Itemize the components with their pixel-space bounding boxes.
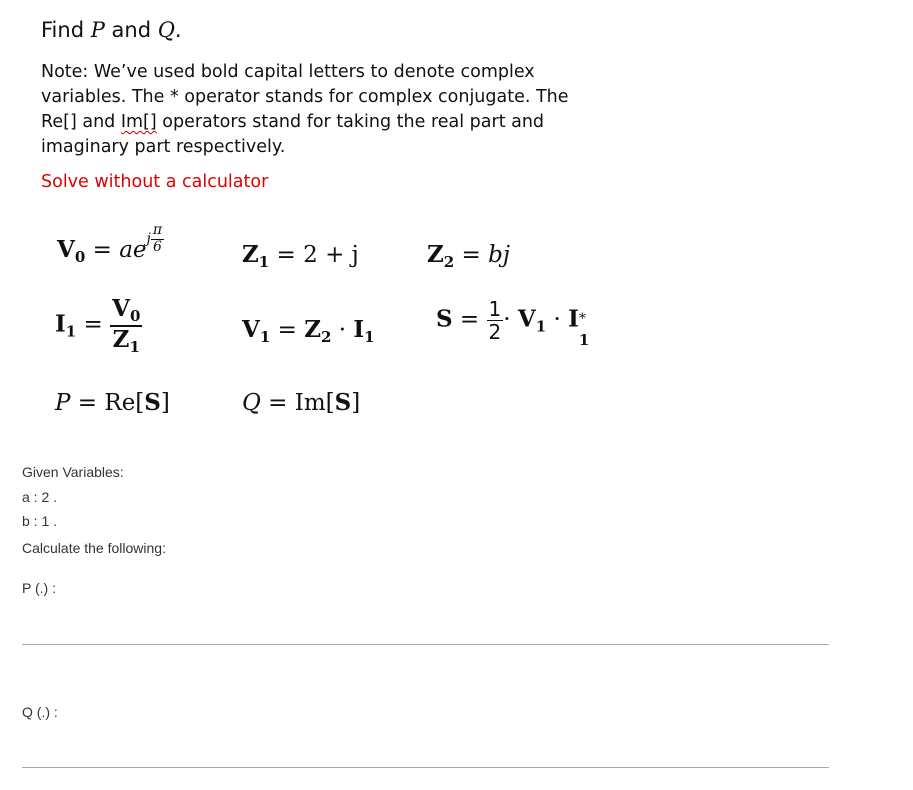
q-answer-line[interactable] <box>22 767 829 768</box>
q-close: ] <box>351 390 361 416</box>
p-rhs: = Re[ <box>70 390 145 416</box>
z1-rhs: = 2 + j <box>269 242 359 268</box>
p-answer-label: P (.) : <box>22 580 56 596</box>
equation-q <box>242 389 360 416</box>
title-prefix: Find <box>41 18 91 42</box>
s-symbol: S <box>436 305 453 333</box>
i1-den: Z <box>112 325 130 353</box>
vo-exp-den: 6 <box>153 238 162 255</box>
z1-symbol: Z <box>242 241 259 268</box>
q-rhs: = Im[ <box>260 390 335 416</box>
page-title <box>41 18 182 42</box>
z1-sub: 1 <box>258 253 270 271</box>
s-i-sub: 1 <box>578 330 590 349</box>
equation-v1 <box>242 316 375 346</box>
given-heading: Given Variables: <box>22 464 124 480</box>
z2-rhs: = bj <box>454 242 510 268</box>
z2-symbol: Z <box>427 241 444 268</box>
p-close: ] <box>160 390 170 416</box>
equation-z2 <box>427 241 510 271</box>
v1-z-sub: 2 <box>321 328 332 346</box>
s-num: 1 <box>488 297 502 321</box>
q-answer-label: Q (.) : <box>22 704 58 720</box>
given-b: b : 1 . <box>22 513 58 529</box>
v1-dot: · <box>331 317 354 343</box>
equation-s <box>436 297 591 349</box>
v1-z: Z <box>304 316 321 343</box>
s-dot2: · <box>546 306 569 333</box>
p-var: S <box>144 389 161 416</box>
title-q: Q <box>157 18 175 42</box>
calculate-heading: Calculate the following: <box>22 540 166 556</box>
s-v-sub: 1 <box>535 317 547 336</box>
i1-eq: = <box>76 311 111 338</box>
v1-i-sub: 1 <box>364 328 375 346</box>
note-part1: Note: We’ve used bold capital letters to denote complex variables. The * operator stands for complex conjugate. The Re[] and <box>41 62 569 132</box>
i1-den-sub: 1 <box>129 337 140 356</box>
s-dot1: · <box>503 306 518 333</box>
s-i: I <box>568 305 579 333</box>
solve-instruction: Solve without a calculator <box>41 172 269 192</box>
equation-p <box>55 389 170 416</box>
equation-i1 <box>55 296 142 355</box>
i1-num: V <box>112 295 130 322</box>
vo-sub: 0 <box>74 248 86 266</box>
equation-z1 <box>242 241 359 271</box>
q-var: S <box>334 389 352 416</box>
i1-num-sub: 0 <box>129 307 141 325</box>
vo-eq: = ae <box>85 237 147 263</box>
q-symbol: Q <box>242 390 261 416</box>
v1-sub: 1 <box>259 328 271 346</box>
s-v: V <box>517 305 536 333</box>
equation-vo <box>57 222 164 269</box>
title-p: P <box>90 18 105 42</box>
title-end: . <box>174 18 182 42</box>
v1-eq: = <box>270 317 305 343</box>
s-eq: = <box>452 306 487 333</box>
s-fraction <box>487 298 504 343</box>
p-symbol: P <box>55 390 71 416</box>
i1-sub: 1 <box>65 322 77 341</box>
i1-fraction <box>110 296 142 355</box>
s-den: 2 <box>488 320 502 344</box>
i1-symbol: I <box>55 310 66 338</box>
vo-exp-num: π <box>152 222 163 239</box>
note-part2: operators stand for taking the real part and imaginary part respectively. <box>41 112 545 157</box>
vo-symbol: V <box>57 236 75 263</box>
note-paragraph <box>41 60 601 160</box>
v1-symbol: V <box>242 316 260 343</box>
given-a: a : 2 . <box>22 489 58 505</box>
title-mid: and <box>104 18 158 42</box>
s-conj: * <box>578 310 586 327</box>
vo-exp-pre: j <box>146 231 151 247</box>
note-im-word: Im[] <box>120 112 157 132</box>
v1-i: I <box>353 316 365 343</box>
z2-sub: 2 <box>443 253 455 271</box>
p-answer-line[interactable] <box>22 644 829 645</box>
